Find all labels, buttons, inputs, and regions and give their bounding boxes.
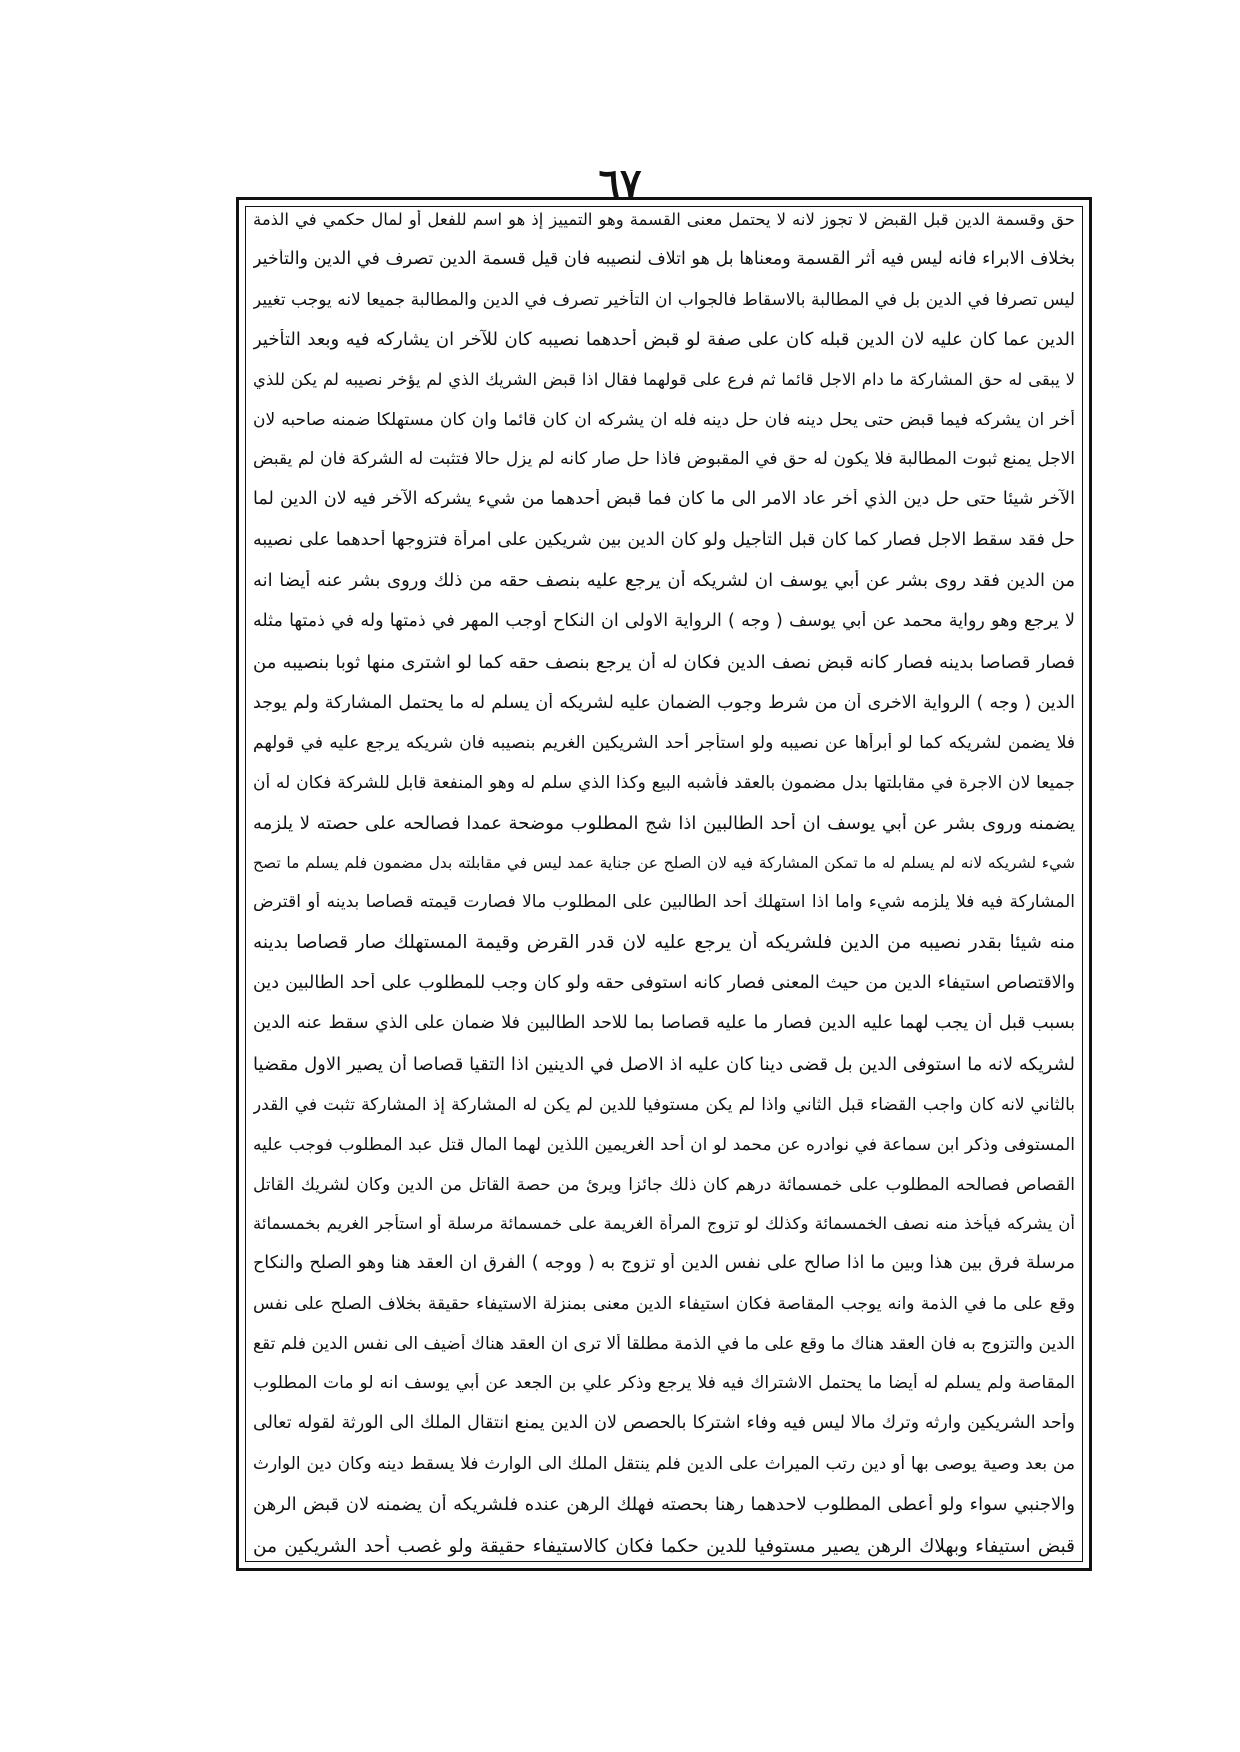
text-line: لشريكه لانه ما استوفى الدين بل قضى دينا كان عليه اذ الاصل في الدينين اذا التقيا قصاصا أن يصير الاول مقضيا (253, 1053, 1075, 1075)
text-line: لا يرجع وهو رواية محمد عن أبي يوسف ( وجه ) الرواية الاولى ان النكاح أوجب المهر في ذمتها وله في ذمتها مثله (253, 611, 1075, 632)
text-line: والاقتصاص استيفاء الدين من حيث المعنى فصار كانه استوفى حقه ولو كان وجب للمطلوب على أحد الطالبين دين (253, 973, 1075, 994)
text-line: شيء لشريكه لانه لم يسلم له ما تمكن المشاركة فيه لان الصلح عن جناية عمد ليس في مقابلته بدل مضمون فلم يسلم ما تصح (253, 853, 1075, 872)
text-line: الدين ( وجه ) الرواية الاخرى أن من شرط وجوب الضمان عليه لشريكه أن يسلم له ما يحتمل المشاركة ولم يوجد (253, 692, 1075, 713)
text-line: وقع على ما في الذمة وانه يوجب المقاصة فكان استيفاء الدين معنى بمنزلة الاستيفاء حقيقة بخلاف الصلح على نفس (253, 1293, 1075, 1314)
text-line: منه شيئا بقدر نصيبه من الدين فلشريكه أن يرجع عليه لان قدر القرض وقيمة المستهلك صار قصاصا بدينه (253, 932, 1075, 954)
text-line: من بعد وصية يوصى بها أو دين رتب الميراث على الدين فلم ينتقل الملك الى الوارث فلا يسقط دينه وكان دين الوارث (253, 1453, 1075, 1474)
text-line: أن يشركه فيأخذ منه نصف الخمسمائة وكذلك لو تزوج المرأة الغريمة على خمسمائة مرسلة أو استأجر الغريم بخمسمائة (253, 1214, 1075, 1234)
text-line: بسبب قبل أن يجب لهما عليه الدين فصار ما عليه قصاصا بما للاحد الطالبين فلا ضمان على الذي سقط عنه الدين (253, 1013, 1075, 1034)
main-text-block (253, 210, 1075, 1558)
text-line: يضمنه وروى بشر عن أبي يوسف ان أحد الطالبين اذا شج المطلوب موضحة عمدا فصالحه على حصته لا يلزمه (253, 812, 1075, 834)
text-line: قبض استيفاء وبهلاك الرهن يصير مستوفيا للدين حكما فكان كالاستيفاء حقيقة ولو غصب أحد الشريكين من (253, 1535, 1075, 1557)
text-line: القصاص فصالحه المطلوب على خمسمائة درهم كان ذلك جائزا ويرئ من حصة القاتل من الدين وكان لشريك القاتل (253, 1174, 1075, 1195)
text-line: من الدين فقد روى بشر عن أبي يوسف ان لشريكه أن يرجع عليه بنصف حقه من ذلك وروى بشر عنه أيضا انه (253, 570, 1075, 592)
text-line: الآخر شيئا حتى حل دين الذي أخر عاد الامر الى ما كان فما قبض أحدهما من شيء يشركه الآخر فيه لان الدين لما (253, 489, 1075, 510)
text-line: جميعا لان الاجرة في مقابلتها بدل مضمون بالعقد فأشبه البيع وكذا الذي سلم له وهو المنفعة قابل للشركة فكان له أن (253, 772, 1075, 793)
page-number: ٦٧ (598, 160, 642, 207)
text-line: المستوفى وذكر ابن سماعة في نوادره عن محمد لو ان أحد الغريمين اللذين لهما المال قتل عبد المطلوب فوجب عليه (253, 1134, 1075, 1155)
text-line: بالثاني لانه كان واجب القضاء قبل الثاني واذا لم يكن مستوفيا للدين لم يكن له المشاركة إذ المشاركة تثبت في القدر (253, 1094, 1075, 1115)
text-line: بخلاف الابراء فانه ليس فيه أثر القسمة ومعناها بل هو اتلاف لنصيبه فان قيل قسمة الدين تصرف في الدين والتأخير (253, 249, 1075, 270)
text-frame-outer (236, 197, 1092, 1571)
text-line: المشاركة فيه فلا يلزمه شيء واما اذا استهلك أحد الطالبين على المطلوب مالا فصارت قيمته قصاصا بدينه أو اقترض (253, 891, 1075, 912)
text-line: حل فقد سقط الاجل فصار كما كان قبل التأجيل ولو كان الدين بين شريكين على امرأة فتزوجها أحدهما على نصيبه (253, 529, 1075, 550)
text-line: أخر ان يشركه فيما قبض حتى يحل دينه فان حل دينه فله ان يشركه ان كان قائما وان كان مستهلكا ضمنه صاحبه لان (253, 409, 1075, 430)
text-line: الدين والتزوج به فان العقد هناك ما وقع على ما في الذمة مطلقا ألا ترى ان العقد هناك أضيف الى نفس الدين فلم تقع (253, 1333, 1075, 1354)
text-line: فلا يضمن لشريكه كما لو أبرأها عن نصيبه ولو استأجر أحد الشريكين الغريم بنصيبه فان شريكه يرجع عليه في قولهم (253, 732, 1075, 753)
text-line: مرسلة فرق بين هذا وبين ما اذا صالح على نفس الدين أو تزوج به ( ووجه ) الفرق ان العقد هنا وهو الصلح والنكاح (253, 1253, 1075, 1274)
text-line: فصار قصاصا بدينه فصار كانه قبض نصف الدين فكان له أن يرجع بنصف حقه كما لو اشترى منها ثوبا بنصيبه من (253, 651, 1075, 673)
text-line: لا يبقى له حق المشاركة ما دام الاجل قائما ثم فرع على قولهما فقال اذا قبض الشريك الذي لم يؤخر نصيبه لم يكن للذي (253, 370, 1075, 390)
text-line: وأحد الشريكين وارثه وترك مالا ليس فيه وفاء اشتركا بالحصص لان الدين يمنع انتقال الملك الى الورثة لقوله تعالى (253, 1413, 1075, 1434)
text-line: الاجل يمنع ثبوت المطالبة فلا يكون له حق في المقبوض فاذا حل صار كانه لم يزل حالا فتثبت له الشركة فان لم يقبض (253, 449, 1075, 470)
text-line: المقاصة ولم يسلم له أيضا ما يحتمل الاشتراك فيه فلا يرجع وذكر علي بن الجعد عن أبي يوسف انه لو مات المطلوب (253, 1373, 1075, 1394)
text-line: الدين عما كان عليه لان الدين قبله كان على صفة لو قبض أحدهما نصيبه كان للآخر ان يشاركه فيه وبعد التأخير (253, 329, 1075, 351)
text-line: حق وقسمة الدين قبل القبض لا تجوز لانه لا يحتمل معنى القسمة وهو التمييز إذ هو اسم للفعل أو لمال حكمي في الذمة (253, 210, 1075, 229)
text-line: والاجنبي سواء ولو أعطى المطلوب لاحدهما رهنا بحصته فهلك الرهن عنده فلشريكه أن يضمنه لان قبض الرهن (253, 1493, 1075, 1515)
text-line: ليس تصرفا في الدين بل في المطالبة بالاسقاط فالجواب ان التأخير تصرف في الدين والمطالبة جميعا لانه يوجب تغيير (253, 289, 1075, 310)
